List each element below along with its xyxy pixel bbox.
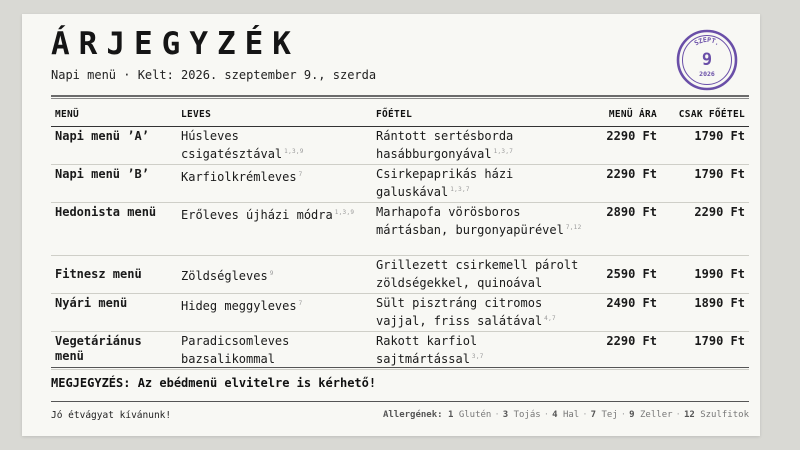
allergen-name: Glutén (458, 410, 492, 420)
main-cell (372, 165, 594, 203)
menu-price: 2290 Ft (594, 165, 661, 203)
soup-name: Hideg meggyleves (181, 299, 297, 313)
allergen-name: Tej (601, 410, 618, 420)
menu-price: 2890 Ft (594, 203, 661, 256)
main-name: Rakott karfiol sajtmártással (376, 334, 478, 366)
allergen-code: 7 (590, 410, 597, 420)
takeaway-note: MEGJEGYZÉS: Az ebédmenü elvitelre is kérhető! (51, 376, 377, 390)
footer-greeting: Jó étvágyat kívánunk! (51, 410, 172, 421)
soup-cell (177, 256, 372, 294)
menu-price: 2290 Ft (594, 332, 661, 370)
stamp-year: 2026 (699, 70, 715, 78)
allergen-code: 9 (629, 410, 635, 420)
table-row (51, 332, 749, 370)
main-name: Rántott sertésborda hasábburgonyával (376, 129, 514, 161)
price-list-sheet (22, 14, 760, 436)
main-name: Grillezett csirkemell párolt zöldségekkel, quinoával (376, 258, 579, 290)
table-header-row (51, 105, 749, 127)
menu-name: Hedonista menü (51, 203, 177, 256)
main-price: 1790 Ft (661, 165, 749, 203)
main-price: 1790 Ft (661, 127, 749, 165)
allergen-name: Zeller (640, 410, 673, 420)
soup-cell (177, 203, 372, 256)
allergen-name: Szulfitok (700, 410, 749, 420)
soup-allergens: 1,3,9 (284, 148, 304, 155)
menu-table (51, 105, 749, 370)
col-header-menu: MENÜ (51, 105, 177, 127)
menu-name: Napi menü ’A’ (51, 127, 177, 165)
main-allergens: 7,12 (565, 224, 582, 231)
col-header-main: FŐÉTEL (372, 105, 594, 127)
allergen-legend: Allergének: 1 Glutén · 3 Tojás · 4 Hal · 7 Tej · 9 Zeller · 12 Szulfitok (382, 410, 749, 420)
main-cell (372, 203, 594, 256)
table-row (51, 165, 749, 203)
col-header-soup: LEVES (177, 105, 372, 127)
table-row (51, 294, 749, 332)
date-stamp-icon (676, 29, 738, 91)
soup-cell (177, 294, 372, 332)
soup-allergens: 1,3,9 (334, 209, 355, 216)
table-row (51, 203, 749, 256)
table-row (51, 127, 749, 165)
allergen-code: 4 (552, 410, 558, 420)
main-name: Marhapofa vörösboros mártásban, burgonyapürével (376, 205, 564, 237)
main-cell (372, 332, 594, 370)
soup-allergens: 9 (269, 269, 274, 277)
header-rule-thin (51, 98, 749, 99)
col-header-main-price: CSAK FŐÉTEL (661, 105, 749, 127)
page-title: ÁRJEGYZÉK (51, 26, 300, 62)
soup-cell (177, 165, 372, 203)
menu-name: Nyári menü (51, 294, 177, 332)
allergen-name: Hal (562, 410, 580, 420)
allergen-code: 3 (502, 410, 509, 420)
main-cell (372, 127, 594, 165)
main-cell (372, 294, 594, 332)
stamp-day: 9 (701, 50, 713, 70)
main-price: 1890 Ft (661, 294, 749, 332)
main-allergens: 1,3,7 (450, 186, 470, 193)
soup-allergens: 7 (298, 300, 303, 307)
allergen-legend-label: Allergének: (382, 410, 443, 420)
soup-allergens: 7 (298, 171, 303, 178)
col-header-menu-price: MENÜ ÁRA (594, 105, 661, 127)
table-row (51, 256, 749, 294)
soup-cell (177, 332, 372, 370)
menu-price: 2290 Ft (594, 127, 661, 165)
menu-name: Napi menü ’B’ (51, 165, 177, 203)
soup-name: Húsleves csigatésztával (181, 129, 283, 161)
stamp-month: SZEPT. (692, 35, 722, 48)
soup-name: Paradicsomleves bazsalikommal (181, 334, 290, 366)
main-allergens: 3,7 (471, 353, 484, 360)
soup-name: Erőleves újházi módra (181, 208, 333, 222)
page-subtitle: Napi menü · Kelt: 2026. szeptember 9., szerda (51, 68, 377, 82)
soup-cell (177, 127, 372, 165)
main-price: 1990 Ft (661, 256, 749, 294)
allergen-code: 1 (447, 410, 454, 420)
allergen-name: Tojás (513, 410, 541, 420)
main-name: Sült pisztráng citromos vajjal, friss salátával (376, 296, 543, 328)
main-allergens: 4,7 (544, 315, 556, 322)
menu-name: Fitnesz menü (51, 256, 177, 294)
menu-price: 2490 Ft (594, 294, 661, 332)
main-price: 1790 Ft (661, 332, 749, 370)
header-rule (51, 95, 749, 97)
soup-name: Zöldségleves (181, 268, 268, 283)
main-allergens: 1,3,7 (493, 148, 514, 155)
footer-rule (51, 401, 749, 402)
table-bottom-rule (51, 367, 749, 368)
menu-price: 2590 Ft (594, 256, 661, 294)
soup-name: Karfiolkrémleves (181, 170, 297, 184)
main-cell (372, 256, 594, 294)
menu-name: Vegetáriánus menü (51, 332, 177, 370)
main-price: 2290 Ft (661, 203, 749, 256)
allergen-code: 12 (683, 410, 695, 420)
main-name: Csirkepaprikás házi galuskával (376, 167, 514, 199)
